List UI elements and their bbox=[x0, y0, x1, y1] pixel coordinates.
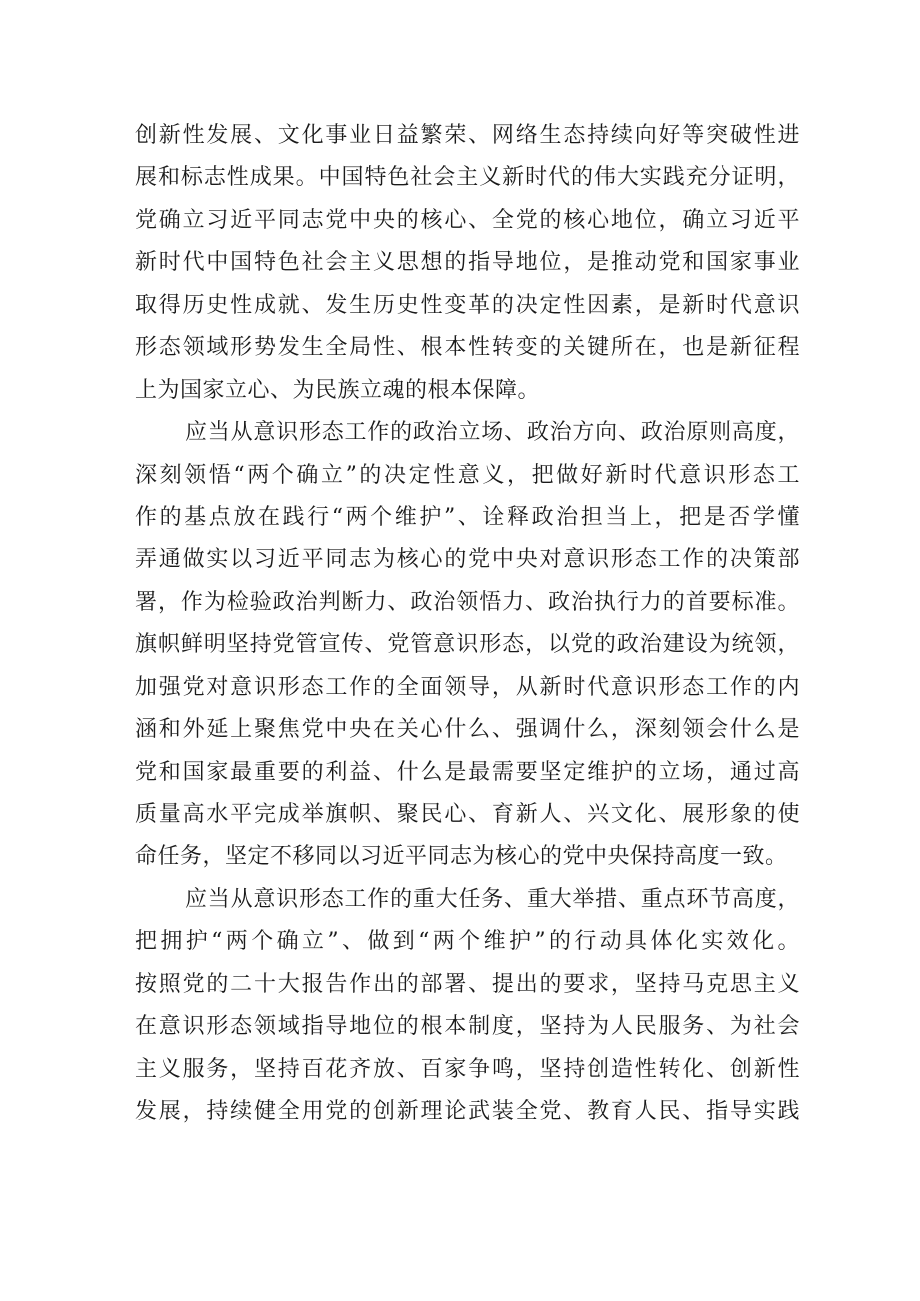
text-line: 命任务，坚定不移同以习近平同志为核心的党中央保持高度一致。 bbox=[135, 844, 788, 870]
text-line: 旗帜鲜明坚持党管宣传、党管意识形态，以党的政治建设为统领， bbox=[135, 632, 800, 658]
text-line: 涵和外延上聚焦党中央在关心什么、强调什么，深刻领会什么是 bbox=[135, 717, 800, 743]
text-line: 党确立习近平同志党中央的核心、全党的核心地位，确立习近平 bbox=[135, 207, 800, 233]
text-line: 署，作为检验政治判断力、政治领悟力、政治执行力的首要标准。 bbox=[135, 589, 800, 615]
text-line: 党和国家最重要的利益、什么是最需要坚定维护的立场，通过高 bbox=[135, 759, 800, 785]
text-line: 应当从意识形态工作的重大任务、重大举措、重点环节高度， bbox=[185, 886, 800, 912]
text-line: 把拥护“两个确立”、做到“两个维护”的行动具体化实效化。 bbox=[135, 929, 800, 955]
text-line: 加强党对意识形态工作的全面领导，从新时代意识形态工作的内 bbox=[135, 674, 800, 700]
text-line: 创新性发展、文化事业日益繁荣、网络生态持续向好等突破性进 bbox=[135, 123, 800, 148]
text-line: 质量高水平完成举旗帜、聚民心、育新人、兴文化、展形象的使 bbox=[135, 802, 800, 827]
text-line: 取得历史性成就、发生历史性变革的决定性因素，是新时代意识 bbox=[135, 292, 800, 318]
text-line: 新时代中国特色社会主义思想的指导地位，是推动党和国家事业 bbox=[135, 250, 800, 276]
text-line: 主义服务，坚持百花齐放、百家争鸣，坚持创造性转化、创新性 bbox=[135, 1056, 800, 1082]
text-line: 上为国家立心、为民族立魂的根本保障。 bbox=[135, 377, 541, 403]
text-line: 在意识形态领域指导地位的根本制度，坚持为人民服务、为社会 bbox=[135, 1014, 800, 1040]
text-line: 按照党的二十大报告作出的部署、提出的要求，坚持马克思主义 bbox=[135, 971, 800, 997]
body-text bbox=[135, 115, 800, 1134]
text-line: 弄通做实以习近平同志为核心的党中央对意识形态工作的决策部 bbox=[135, 547, 800, 573]
text-line: 发展，持续健全用党的创新理论武装全党、教育人民、指导实践 bbox=[135, 1099, 800, 1125]
text-line: 形态领域形势发生全局性、根本性转变的关键所在，也是新征程 bbox=[135, 335, 800, 361]
text-line: 展和标志性成果。中国特色社会主义新时代的伟大实践充分证明， bbox=[135, 165, 800, 191]
text-line: 深刻领悟“两个确立”的决定性意义，把做好新时代意识形态工 bbox=[135, 462, 800, 488]
text-line: 作的基点放在践行“两个维护”、诠释政治担当上，把是否学懂 bbox=[135, 504, 800, 530]
text-line: 应当从意识形态工作的政治立场、政治方向、政治原则高度， bbox=[185, 420, 800, 446]
